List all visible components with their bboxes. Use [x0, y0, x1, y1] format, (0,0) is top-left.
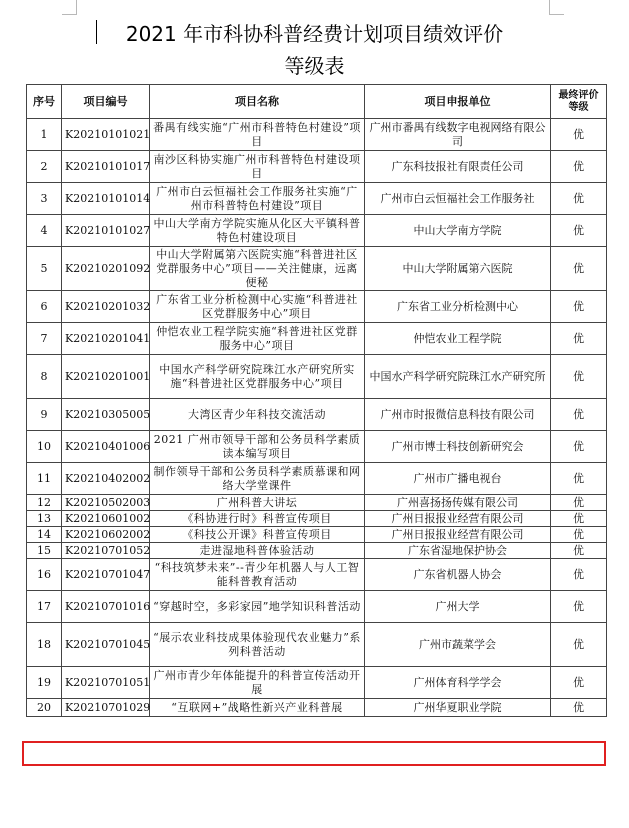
row-seq: 9 — [27, 399, 62, 431]
page-corner-mark-right — [549, 0, 564, 15]
row-code: K20210701052 — [62, 543, 150, 559]
row-unit: 中山大学南方学院 — [365, 215, 551, 247]
row-seq: 14 — [27, 527, 62, 543]
row-unit: 广州日报报业经营有限公司 — [365, 527, 551, 543]
row-grade: 优 — [551, 431, 607, 463]
row-grade: 优 — [551, 699, 607, 717]
table-row — [27, 699, 607, 717]
row-grade: 优 — [551, 667, 607, 699]
row-unit: 广东省机器人协会 — [365, 559, 551, 591]
row-code: K20210502003 — [62, 495, 150, 511]
row-seq: 18 — [27, 623, 62, 667]
table-row — [27, 431, 607, 463]
row-code: K20210305005 — [62, 399, 150, 431]
row-unit: 广州市番禺有线数字电视网络有限公司 — [365, 119, 551, 151]
table-row — [27, 215, 607, 247]
table-row — [27, 323, 607, 355]
row-grade: 优 — [551, 463, 607, 495]
row-seq: 16 — [27, 559, 62, 591]
row-unit: 仲恺农业工程学院 — [365, 323, 551, 355]
table-row — [27, 591, 607, 623]
row-name: 2021 广州市领导干部和公务员科学素质读本编写项目 — [150, 431, 365, 463]
row-code: K20210101014 — [62, 183, 150, 215]
row-name: 南沙区科协实施广州市科普特色村建设项目 — [150, 151, 365, 183]
row-grade: 优 — [551, 591, 607, 623]
header-seq: 序号 — [27, 85, 62, 119]
header-unit: 项目申报单位 — [365, 85, 551, 119]
row-code: K20210701051 — [62, 667, 150, 699]
row-seq: 4 — [27, 215, 62, 247]
row-unit: 广州市蔬菜学会 — [365, 623, 551, 667]
table-row — [27, 183, 607, 215]
document-title: 2021 年市科协科普经费计划项目绩效评价 — [125, 22, 504, 46]
row-seq: 7 — [27, 323, 62, 355]
header-code: 项目编号 — [62, 85, 150, 119]
row-name: “互联网+”战略性新兴产业科普展 — [150, 699, 365, 717]
row-unit: 广东科技报社有限责任公司 — [365, 151, 551, 183]
row-grade: 优 — [551, 543, 607, 559]
row-code: K20210401006 — [62, 431, 150, 463]
row-seq: 10 — [27, 431, 62, 463]
row-code: K20210101017 — [62, 151, 150, 183]
highlight-box — [22, 741, 606, 766]
table-row — [27, 119, 607, 151]
table-row — [27, 623, 607, 667]
row-code: K20210101021 — [62, 119, 150, 151]
row-unit: 广州市博士科技创新研究会 — [365, 431, 551, 463]
row-grade: 优 — [551, 151, 607, 183]
row-seq: 2 — [27, 151, 62, 183]
header-name: 项目名称 — [150, 85, 365, 119]
row-unit: 中国水产科学研究院珠江水产研究所 — [365, 355, 551, 399]
row-seq: 12 — [27, 495, 62, 511]
row-seq: 17 — [27, 591, 62, 623]
row-name: 广东省工业分析检测中心实施“科普进社区党群服务中心”项目 — [150, 291, 365, 323]
row-seq: 1 — [27, 119, 62, 151]
row-code: K20210402002 — [62, 463, 150, 495]
row-name: 制作领导干部和公务员科学素质慕课和网络大学堂课件 — [150, 463, 365, 495]
row-unit: 中山大学附属第六医院 — [365, 247, 551, 291]
row-name: 大湾区青少年科技交流活动 — [150, 399, 365, 431]
row-grade: 优 — [551, 495, 607, 511]
table-row — [27, 463, 607, 495]
row-name: 走进湿地科普体验活动 — [150, 543, 365, 559]
row-name: 广州市青少年体能提升的科普宣传活动开展 — [150, 667, 365, 699]
row-seq: 13 — [27, 511, 62, 527]
row-name: 中山大学南方学院实施从化区大平镇科普特色村建设项目 — [150, 215, 365, 247]
row-name: “穿越时空，多彩家园”地学知识科普活动 — [150, 591, 365, 623]
row-code: K20210601002 — [62, 511, 150, 527]
row-name: 中山大学附属第六医院实施“科普进社区党群服务中心”项目——关注健康，远离便秘 — [150, 247, 365, 291]
row-grade: 优 — [551, 355, 607, 399]
row-grade: 优 — [551, 399, 607, 431]
row-grade: 优 — [551, 511, 607, 527]
row-name: 仲恺农业工程学院实施“科普进社区党群服务中心”项目 — [150, 323, 365, 355]
table-row — [27, 543, 607, 559]
row-unit: 广州大学 — [365, 591, 551, 623]
row-seq: 11 — [27, 463, 62, 495]
row-grade: 优 — [551, 323, 607, 355]
document-subtitle: 等级表 — [284, 54, 345, 78]
row-name: “展示农业科技成果体验现代农业魅力”系列科普活动 — [150, 623, 365, 667]
row-unit: 广州体育科学学会 — [365, 667, 551, 699]
row-name: 中国水产科学研究院珠江水产研究所实施“科普进社区党群服务中心”项目 — [150, 355, 365, 399]
row-code: K20210201092 — [62, 247, 150, 291]
row-name: 广州科普大讲坛 — [150, 495, 365, 511]
row-grade: 优 — [551, 119, 607, 151]
table-row — [27, 247, 607, 291]
row-code: K20210701029 — [62, 699, 150, 717]
table-row — [27, 511, 607, 527]
row-code: K20210201032 — [62, 291, 150, 323]
table-row — [27, 495, 607, 511]
row-code: K20210701016 — [62, 591, 150, 623]
row-seq: 15 — [27, 543, 62, 559]
row-name: 番禺有线实施“广州市科普特色村建设”项目 — [150, 119, 365, 151]
row-seq: 5 — [27, 247, 62, 291]
row-unit: 广州喜扬扬传媒有限公司 — [365, 495, 551, 511]
table-row — [27, 559, 607, 591]
row-grade: 优 — [551, 527, 607, 543]
table-row — [27, 291, 607, 323]
row-unit: 广州日报报业经营有限公司 — [365, 511, 551, 527]
row-code: K20210701047 — [62, 559, 150, 591]
row-grade: 优 — [551, 291, 607, 323]
row-grade: 优 — [551, 247, 607, 291]
table-row — [27, 667, 607, 699]
row-grade: 优 — [551, 623, 607, 667]
table-row — [27, 151, 607, 183]
page-corner-mark-left — [62, 0, 77, 15]
row-seq: 20 — [27, 699, 62, 717]
row-seq: 3 — [27, 183, 62, 215]
row-code: K20210701045 — [62, 623, 150, 667]
row-unit: 广州华夏职业学院 — [365, 699, 551, 717]
table-row — [27, 399, 607, 431]
row-name: 《科技公开课》科普宣传项目 — [150, 527, 365, 543]
evaluation-table — [26, 84, 607, 717]
row-unit: 广州市白云恒福社会工作服务社 — [365, 183, 551, 215]
row-unit: 广州市时报微信息科技有限公司 — [365, 399, 551, 431]
row-seq: 19 — [27, 667, 62, 699]
row-seq: 8 — [27, 355, 62, 399]
row-code: K20210201001 — [62, 355, 150, 399]
row-unit: 广州市广播电视台 — [365, 463, 551, 495]
row-grade: 优 — [551, 559, 607, 591]
row-code: K20210602002 — [62, 527, 150, 543]
row-grade: 优 — [551, 215, 607, 247]
row-code: K20210201041 — [62, 323, 150, 355]
row-code: K20210101027 — [62, 215, 150, 247]
header-grade: 最终评价等级 — [551, 85, 607, 119]
row-name: “科技筑梦未来”--青少年机器人与人工智能科普教育活动 — [150, 559, 365, 591]
table-row — [27, 527, 607, 543]
table-row — [27, 355, 607, 399]
row-name: 广州市白云恒福社会工作服务社实施“广州市科普特色村建设”项目 — [150, 183, 365, 215]
row-name: 《科协进行时》科普宣传项目 — [150, 511, 365, 527]
row-seq: 6 — [27, 291, 62, 323]
row-grade: 优 — [551, 183, 607, 215]
row-unit: 广东省工业分析检测中心 — [365, 291, 551, 323]
row-unit: 广东省湿地保护协会 — [365, 543, 551, 559]
